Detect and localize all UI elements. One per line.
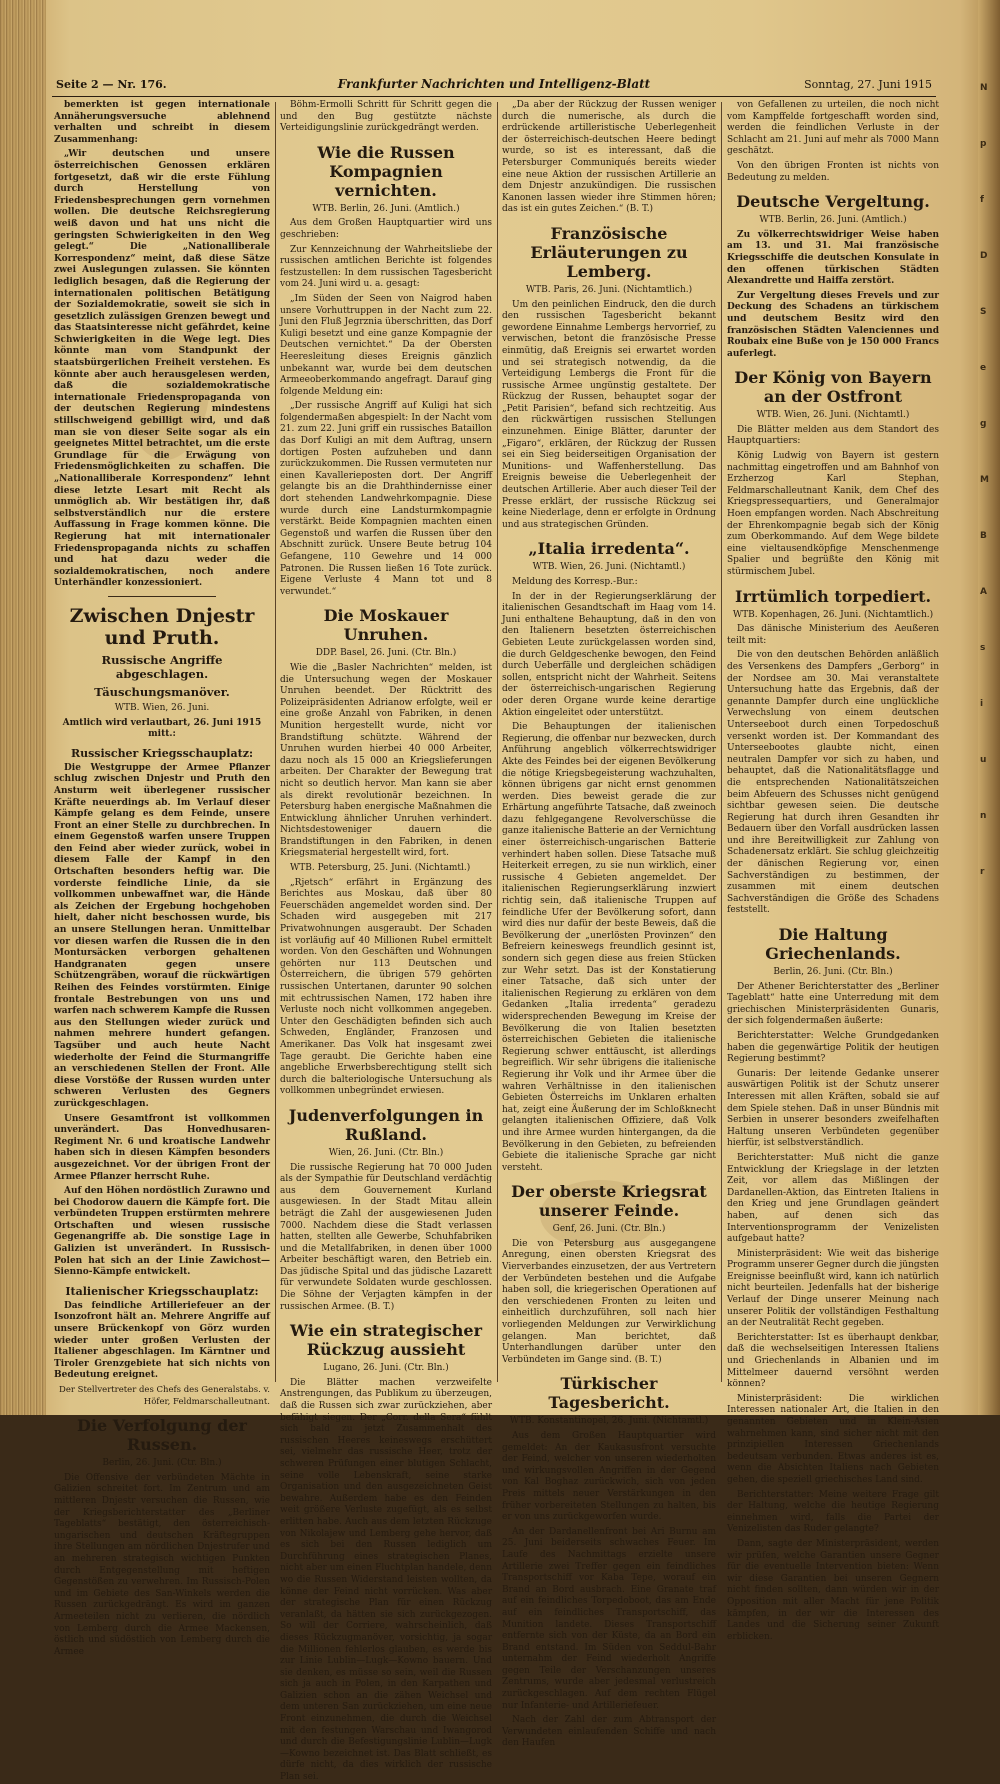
- article-body: [727, 425, 939, 579]
- paragraph: WTB. Petersburg, 25. Juni. (Nichtamtl.): [290, 863, 471, 874]
- dateline: WTB. Wien, 26. Juni. (Nichtamtl.): [756, 410, 910, 421]
- paragraph: Aus dem Großen Hauptquartier wird gemeldet: An der Kaukasusfront versuchte der Feind, welcher von unseren wiederholten und wirkungsvollen Angriffen in der Gegend von Kal Boghaz zurückwich, sich von jeden Preis mittels neuer Verstärkungen in den früher vorbereiteten Stellungen zu halten, bis er von uns zurückgeworfen wurde.: [502, 1431, 716, 1523]
- article-body: [502, 100, 716, 216]
- article-headline: Wie ein strategischer Rückzug aussieht: [290, 1321, 482, 1360]
- edge-letter: e: [980, 363, 987, 373]
- article-headline: „Italia irredenta“.: [528, 539, 690, 559]
- article-body: [727, 624, 939, 917]
- article-body: [280, 1378, 492, 1784]
- edge-letter: N: [980, 83, 988, 93]
- paragraph: König Ludwig von Bayern ist gestern nachmittag eingetroffen und am Bahnhof von Erzherzog Karl Stephan, Feldmarschalleutnant Kanik, dem Chef des Kriegspressequartiers, und Generalmajor Hoen empfangen worden. Nach Abschreitung der Ehrenkompagnie begab sich der König zum Oberkommando. Auf dem Wege bildete eine vieltausendköpfige Menschenmenge Spalier und begrüßte den König mit stürmischem Jubel.: [727, 451, 939, 577]
- paragraph: Zu völkerrechtswidriger Weise haben am 13. und 31. Mai französische Kriegsschiffe die deutschen Konsulate in den offenen türkischen Städten Alexandrette und Haiffa zerstört.: [727, 229, 939, 287]
- edge-letter: f: [980, 195, 984, 205]
- masthead-title: Frankfurter Nachrichten und Intelligenz-Blatt: [337, 77, 651, 91]
- edge-letter: S: [980, 307, 987, 317]
- article-headline: Türkischer Tagesbericht.: [548, 1374, 670, 1413]
- article-headline: Der oberste Kriegsrat unserer Feinde.: [511, 1182, 707, 1221]
- paragraph: Die Westgruppe der Armee Pflanzer schlug zwischen Dnjestr und Pruth den Ansturm weit überlegener russischer Kräfte neuerdings ab. Im Verlauf dieser Kämpfe gelang es dem Feinde, unsere Front an einer Stelle zu durchbrechen. In einem Gegenstoß warfen unsere Truppen den Feind aber wieder zurück, wobei in diesem Falle der Kampf in den Ortschaften besonders heftig war. Die vorderste feindliche Linie, da sie vollkommen unbewaffnet war, die Hände als Zeichen der Ergebung hochgehoben hielt, daher nicht beschossen wurde, bis an unsere Stellungen heran. Unmittelbar vor diesen warfen die Russen die in den Montursäcken verborgen gehaltenen Handgranaten gegen unsere Schützengräben, worauf die rückwärtigen Reihen des Feindes vorstürmten. Einige frontale Bestrebungen von uns und warfen nach schwerem Kampfe die Russen aus den Stellungen wieder zurück und nahmen mehrere hundert gefangen. Tagsüber und auch heute Nacht wiederholte der Feind die Sturmangriffe an verschiedenen Stellen der Front. Alle diese Vorstöße der Russen wurden unter schweren Verlusten des Gegners zurückgeschlagen.: [54, 762, 271, 1109]
- bound-volume-edge-left: [0, 0, 46, 1415]
- article-body: [54, 100, 270, 590]
- official-notice: Amtlich wird verlautbart, 26. Juni 1915 mitt.:: [62, 717, 262, 740]
- edge-letter: g: [980, 419, 987, 429]
- dateline: Berlin, 26. Juni. (Ctr. Bln.): [773, 967, 893, 978]
- article-headline: Die Verfolgung der Russen.: [77, 1416, 247, 1455]
- edge-letter: p: [980, 139, 987, 149]
- column-rule: [275, 102, 276, 1382]
- article-headline: Irrtümlich torpediert.: [734, 586, 932, 606]
- article-headline: Die Moskauer Unruhen.: [323, 606, 449, 645]
- article-body: [54, 1473, 270, 1659]
- article-headline: Der König von Bayern an der Ostfront: [734, 368, 932, 407]
- paragraph: Ministerpräsident: Die wirklichen Interessen nationaler Art, die Italien in den genannten Gebieten und in Klein-Asien wahrnehmen kann, sind sicher nicht mit den prinzipiellen Interessen Griechenlands bedeutsam verbunden. Etwas anderes ist es, wenn die Absichten Italiens nach Gebieten gehen, die speziell griechisches Land sind.: [727, 1393, 939, 1485]
- edge-letter: r: [980, 867, 985, 877]
- section-heading: Russischer Kriegsschauplatz:: [70, 746, 254, 760]
- column-1: [54, 100, 271, 1657]
- article-headline: Französische Erläuterungen zu Lemberg.: [530, 223, 688, 281]
- article-body: [54, 1301, 270, 1382]
- article-body: [502, 1431, 716, 1750]
- adjacent-page-edge-right: [978, 0, 1000, 1415]
- paragraph: Wie die „Basler Nachrichten“ melden, ist die Untersuchung wegen der Moskauer Unruhen beendet. Der Rücktritt des Polizeipräsidenten Adrianow erfolgte, weil er eine große Anzahl von Fabriken, in denen Munition hergestellt wurde, nicht vor Brandstiftung schützte. Während der Unruhen wurden hierbei 40 000 Arbeiter, dazu noch als 15 000 an Kriegslieferungen arbeiten. Der Charakter der Bewegung trat nicht so deutlich hervor. Man kann sie aber als direkt revolutionär bezeichnen. In Petersburg haben energische Maßnahmen die Entwicklung ähnlicher Unruhen verhindert. Nichtsdestoweniger dauern die Brandstiftungen in den Fabriken, in denen Kriegsmaterial hergestellt wird, fort.: [280, 662, 492, 859]
- edge-letter: i: [980, 699, 984, 709]
- paragraph: Die Offensive der verbündeten Mächte in Galizien schreitet fort. Im Zentrum und am mittleren Dnjestr versuchen die Russen, wie der Kriegsberichterstatter des „Berliner Tageblatts“ bestätigt, den österreichisch-ungarischen und deutschen Kräftegruppen ihre Stellungen am nördlichen Dnjestrufer und an mehreren strategisch wichtigen Punkten durch Entgegenstellung mit heftigen Gegenstößen zu verwehren. Im Russisch-Polen und im Gebiete des San-Winkels werden die Russen zurückgedrängt. Es wird im ganzen Armeeteilen nicht zu verlieren, die nördlich von Lemberg durch die Armee Mackensen, östlich und südöstlich von Lemberg durch die Armee: [54, 1472, 270, 1657]
- paragraph: Die russische Regierung hat 70 000 Juden als der Sympathie für Deutschland verdächtig aus dem Gouvernement Kurland ausgewiesen. In der Stadt Mitau allein beträgt die Zahl der ausgewiesenen Juden 7000. Nachdem diese die Stadt verlassen hatten, stellten alle Gewerbe, Schuhfabriken und die Metallfabriken, in denen über 1000 Arbeiter beschäftigt waren, den Betrieb ein. Das jüdische Spital und das jüdische Lazarett für verwundete Soldaten wurde geschlossen. Die Söhne der Verjagten kämpfen in der russischen Armee. (B. T.): [280, 1162, 492, 1312]
- paragraph: Ministerpräsident: Wie weit das bisherige Programm unserer Gegner durch die jüngsten Ereignisse beeinflußt wird, kann ich natürlich nicht beurteilen. Jedenfalls hat der bisherige Verlauf der Dinge unserer Meinung nach unserer Politik der vollständigen Festhaltung an der Neutralität Recht gegeben.: [727, 1248, 939, 1329]
- column-rule: [721, 102, 722, 1382]
- paragraph: Das feindliche Artilleriefeuer an der Isonzofront hält an. Mehrere Angriffe auf unsere Brückenkopf von Görz wurden wieder unter großen Verlusten der Italiener abgeschlagen. Im Kärntner und Tiroler Grenzgebiete hat sich nichts von Bedeutung ereignet.: [54, 1300, 270, 1381]
- dateline: WTB. Berlin, 26. Juni. (Amtlich.): [312, 203, 460, 214]
- article-body: [727, 230, 939, 361]
- dateline: Genf, 26. Juni. (Ctr. Bln.): [552, 1224, 666, 1235]
- paragraph: bemerkten ist gegen internationale Annäherungsversuche ablehnend verhalten und schreibt in diesem Zusammenhang:: [54, 100, 270, 145]
- article-headline: Zwischen Dnjestr und Pruth.: [69, 604, 255, 649]
- paragraph: Die Blätter machen verzweifelte Anstrengungen, das Publikum zu überzeugen, daß die Russen sich zwar zurückziehen, aber befähigt siegen. Der „Corr. della Sera“ fühlt sich bald zu jetzt Zusammenhalt des russischen Heeres keineswegs erschüttert sei, vielmehr das russische Heer, trotz der schweren Prüfungen einer blutigen Schlacht, seine volle Lebenskraft, seine starke Organisation und den ausgezeichneten Geist bewahre. Außerdem habe es den Feinden weit größere Verluste zugefügt, als es selbst erlitten habe. Auch aus dem letzten Rückzuge von Nikolajew und Lemberg gehe hervor, daß es sich bei den Russen lediglich um Durchführung eines strategischen Planes, nicht aber um einen Fluchtplan handele, denn wo die Russen Widerstand leisten wollten, da könne der Feind nicht vorrücken. Was aber der strategische Plan für einen Rückzug veranlaßt, da hätten sie sich zurückgezogen. So will der Corriere, wahrscheinlich, daß dieses Rückzugmanöver, vorsichtig, ja sogar die Millionen fehlerlos glauben, es werde bis zur Linie Lublin—Lugk—Kowno bauern. Und sie denken, es müsse so sein, weil die Russen sich ja auch in Polen, in den Karpathen und Galizien schon an die zähen Weichsel und dem unteren San zurückziehen, um eine neue Front einzunehmen, die durch die Weichsel mit den festungen Warschau und Iwangorod und durch die Befestigungslinie Lublin—Lugk—Kowno bezeichnet ist. Das Blatt schließt, es dürfe nicht, da dies wirklich der russische Plan sei.: [280, 1377, 492, 1783]
- paragraph: Der Athener Berichterstatter des „Berliner Tageblatt“ hatte eine Unterredung mit dem griechischen Ministerpräsidenten Gunaris, der sich folgendermaßen äußerte:: [727, 981, 939, 1027]
- article-body: [280, 218, 492, 598]
- dateline: WTB. Paris, 26. Juni. (Nichtamtlich.): [525, 284, 693, 295]
- article-body: [54, 763, 270, 1279]
- paragraph: Berichterstatter: Welche Grundgedanken haben die gegenwärtige Politik der heutigen Regierung bestimmt?: [727, 1031, 939, 1065]
- article-body: [280, 1163, 492, 1314]
- article-body: [280, 663, 492, 1098]
- paragraph: von Gefallenen zu urteilen, die noch nicht vom Kampffelde fortgeschafft worden sind, werden die feindlichen Verluste in der Schlacht am 21. Juni auf mehr als 7000 Mann geschätzt.: [727, 100, 939, 157]
- column-2: [280, 100, 493, 1783]
- edge-letter: D: [980, 251, 988, 261]
- paragraph: Berichterstatter: Ist es überhaupt denkbar, daß die wechselseitigen Interessen Italiens und Griechenlands in Albanien und im Mittelmeer dauernd versöhnt werden können?: [727, 1332, 939, 1390]
- paragraph: Unsere Gesamtfront ist vollkommen unverändert. Das Honvedhusaren-Regiment Nr. 6 und kroatische Landwehr haben sich in diesen Kämpfen besonders ausgezeichnet. Vor der übrigen Front der Armee Pflanzer herrscht Ruhe.: [54, 1113, 270, 1182]
- column-rule: [497, 102, 498, 1382]
- signature: Der Stellvertreter des Chefs des Generalstabs. v. Höfer, Feldmarschalleutnant.: [59, 1385, 270, 1407]
- paragraph: „Im Süden der Seen von Naigrod haben unsere Vorhuttruppen in der Nacht zum 22. Juni den Fluß Jegrznia überschritten, das Dorf Kuligi besetzt und eine ganze Kompagnie der Deutschen vernichtet.“ Da der Obersten Heeresleitung dieses Ereignis gänzlich unbekannt war, wurde bei dem deutschen Armeeoberkommando angefragt. Darauf ging folgende Meldung ein:: [280, 293, 492, 397]
- article-headline: Deutsche Vergeltung.: [736, 192, 930, 212]
- dateline: WTB. Wien, 26. Juni.: [114, 702, 210, 713]
- section-heading: Italienischer Kriegsschauplatz:: [65, 1284, 259, 1298]
- article-body: [727, 100, 939, 184]
- adjacent-page-letters: [980, 60, 998, 900]
- paragraph: Das dänische Ministerium des Aeußeren teilt mit:: [727, 624, 939, 646]
- article-headline: Wie die Russen Kompagnien vernichten.: [317, 142, 455, 200]
- paragraph: Meldung des Korresp.-Bur.:: [512, 577, 638, 587]
- paragraph: Böhm-Ermolli Schritt für Schritt gegen die und den Bug gestützte nächste Verteidigungslinie zurückgedrängt werden.: [280, 100, 492, 134]
- edge-letter: u: [980, 755, 987, 765]
- paragraph: Auf den Höhen nordöstlich Zurawno und bei Chodorow dauern die Kämpfe fort. Die verbündeten Truppen erstürmten mehrere Ortschaften und wiesen russische Gegenangriffe ab. Die sonstige Lage in Galizien ist unverändert. In Russisch-Polen hat sich an der Linie Zawichost—Sienno-Kämpfe entwickelt.: [54, 1186, 270, 1278]
- article-body: [727, 982, 939, 1644]
- paragraph: Um den peinlichen Eindruck, den die durch den russischen Tagesbericht bekannt gewordene Einnahme Lembergs hervorrief, zu verwischen, betont die französische Presse einmütig, daß Ereignis sei erwartet worden und sei strategisch notwendig, da die Verteidigung Lembergs die Front für die russische Armee ungünstig gestaltete. Der Rückzug der Russen, behauptet sogar der „Petit Parisien“, befand sich rechtzeitig. Aus den rückwärtigen russischen Stellungen einzunehmen. Einige Blätter, darunter der „Figaro“, erklären, der Rückzug der Russen sei ein Sieg beiderseitigen Organisation der Munitions- und Waffenherstellung. Das Ereignis beweise die Ueberlegenheit der deutschen Artillerie. Aber auch dieser Teil der Presse erklärt, der russische Rückzug sei keine Niederlage, denn er erfolgte in Ordnung und aus strategischen Gründen.: [502, 299, 716, 530]
- paragraph: Die von den deutschen Behörden anläßlich des Versenkens des Dampfers „Gerborg“ in der Nordsee am 30. Mai veranstaltete Untersuchung hatte das Ergebnis, daß der genannte Dampfer durch eine unglückliche Verwechslung von einem deutschen Unterseeboot durch einen Torpedoschuß versenkt worden ist. Der Kommandant des Unterseebootes glaubte nicht, einen neutralen Dampfer vor sich zu haben, und behauptet, daß die Nationalitätsflagge und die entsprechenden Nationalitätszeichen beim Abfeuern des Schusses nicht genügend sichtbar gewesen seien. Die deutsche Regierung hat durch ihren Gesandten ihr Bedauern über den Vorfall ausdrücken lassen und ihre Bereitwilligkeit zur Zahlung von Schadenersatz erklärt. Sie schlug gleichzeitig der dänischen Regierung vor, einen Sachverständigen zu bestimmen, der zusammen mit einem deutschen Sachverständigen die Größe des Schadens feststellt.: [727, 650, 939, 916]
- edge-letter: A: [980, 587, 987, 597]
- paragraph: „Wir deutschen und unsere österreichischen Genossen erklären fortgesetzt, daß wir die erste Fühlung durch Herstellung von Friedensbesprechungen gern vornehmen wollen. Die deutsche Reichsregierung weiß davon und hat uns nicht die geringsten Schwierigkeiten in den Weg gelegt.“ Die „Nationalliberale Korrespondenz“ meint, daß diese Sätze zwei Auslegungen zulassen. Sie könnten lediglich besagen, daß die Regierung der internationalen politischen Betätigung der Sozialdemokratie, soweit sie sich in gesetzlich zulässigen Grenzen bewegt und das Staatsinteresse nicht gefährdet, keine Schwierigkeiten in die Wege legt. Dies könnte man vom Standpunkt der staatsbürgerlichen Freiheit verstehen. Es könnte aber auch herausgelesen werden, daß die sozialdemokratische internationale Friedenspropaganda von der deutschen Regierung mindestens stillschweigend gebilligt wird, und daß man sie von dieser Seite sogar als ein geeignetes Mittel betrachtet, um die erste Grundlage für die Erwägung von Friedensmöglichkeiten zu schaffen. Die „Nationalliberale Korrespondenz“ lehnt diese letzte Lesart mit Recht als unmöglich ab. Wir bestätigen ihr, daß selbstverständlich nur die erstere Auffassung in Frage kommen könne. Die Regierung hat mit internationaler Friedenspropaganda nichts zu schaffen und hat dazu weder die sozialdemokratischen, noch andere Unterhändler konzessioniert.: [54, 149, 270, 589]
- article-body: [502, 1239, 716, 1367]
- article-subheadline: Täuschungsmanöver.: [94, 684, 230, 699]
- dateline: DDP. Basel, 26. Juni. (Ctr. Bln.): [315, 648, 457, 659]
- article-headline: Judenverfolgungen in Rußland.: [288, 1105, 484, 1144]
- paragraph: Nach der Zahl der zum Abtransport der Verwundeten einlaufenden Schiffe und nach den Haufen: [502, 1715, 716, 1749]
- column-3: [502, 100, 716, 1749]
- article-body: [502, 300, 716, 532]
- paragraph: Die Blätter melden aus dem Standort des Hauptquartiers:: [727, 424, 939, 447]
- dateline: WTB. Wien, 26. Juni. (Nichtamtl.): [532, 562, 686, 573]
- page-header: [52, 78, 936, 97]
- paragraph: „Da aber der Rückzug der Russen weniger durch die numerische, als durch die erdrückende artilleristische Ueberlegenheit der österreichisch-deutschen Heere bedingt wurde, so ist es interessant, daß die Petersburger Communiqués bereits wieder eine neue Aktion der russischen Artillerie an dem Dnjestr anzukündigen. Die russischen Kanonen lassen wieder ihre Stimmen hören; das ist ein gutes Zeichen.“ (B. T.): [502, 100, 716, 215]
- dateline: WTB. Konstantinopel, 26. Juni. (Nichtamtl.): [509, 1416, 709, 1427]
- paragraph: Die Behauptungen der italienischen Regierung, die offenbar nur bezwecken, durch Anführung angeblich völkerrechtswidriger Akte des Feindes bei der eigenen Bevölkerung die nötige Kriegsbegeisterung wachzuhalten, können übrigens gar nicht ernst genommen werden. Dies beweist gerade die zur Erhärtung angeführte Tatsache, daß zweinoch dazu fehlgegangene Revolverschüsse die ganze italienische Batterie an der Vernichtung einer österreichisch-ungarischen Batterie verhindert haben sollen. Diese Tatsache muß Heiterkeit erregen, zu sie nun wirklich, einer russische 4 Gebieten angemeldet. Der italienischen Regierungserklärung inzwiert richtig sein, daß italienische Truppen auf feindliche Ufer der Bevölkerung sofort, dann wird dies nur dafür der beste Beweis, daß die Bevölkerung der „unerlösten Provinzen“ den Befreiern keineswegs freundlich gesinnt ist, sondern sich gegen diese aus freien Stücken zur Wehr setzt. Das ist der Konstatierung einer Tatsache, daß sich unter der italienischen Regierung zu erklären von dem Gedanken „Italia irredenta“ geradezu widersprechenden Bewegung im Kreise der Bevölkerung die von Italien besetzten österreichischen Gebieten die italienische Regierung schwer enttäuscht, ist allerdings begreiflich. Wir sehr übrigens die italienische Regierung ihr Volk und ihr Armee über die wahren Verhältnisse in den italienischen Gebieten Österreichs im Unklaren erhalten hat, zeigt eine Äußerung der im Schloßknecht gelangten italienischen Offiziere, daß Volk und ihre Armee wurden hintergangen, da die Bevölkerung in den Gebieten, zu befreienden Gebiete die italienische Sprache gar nicht versteht.: [502, 722, 716, 1173]
- edge-letter: s: [980, 643, 986, 653]
- column-4: [727, 100, 939, 1642]
- page-number: Seite 2 — Nr. 176.: [56, 78, 167, 91]
- paragraph: Die von Petersburg aus ausgegangene Anregung, einen obersten Kriegsrat des Vierverbandes einzusetzen, der aus Vertretern der Verbündeten bestehen und die Aufgabe haben soll, die kriegerischen Operationen auf den verschiedenen Fronten zu leiten und einheitlich durchzuführen, soll nach hier vorliegenden Meldungen zur Verwirklichung gelangen. Man berichtet, daß Unterhandlungen darüber unter den Verbündeten im Gange sind. (B. T.): [502, 1238, 716, 1365]
- edge-letter: n: [980, 811, 987, 821]
- issue-date: Sonntag, 27. Juni 1915: [804, 78, 932, 91]
- paragraph: In der in der Regierungserklärung der italienischen Gesandtschaft im Haag vom 14. Juni enthaltene Behauptung, daß in den von den Italienern besetzten österreichischen Gebieten Leute zurückgelassen worden sind, die durch Geldgeschenke bewogen, den Feind durch Ueberfälle und dergleichen schädigen sollen, entspricht nicht der Wahrheit. Seitens der österreichisch-ungarischen Regierung oder deren Organe wurde keine derartige Aktion eingeleitet oder unterstützt.: [502, 591, 716, 718]
- paragraph: An der Dardanellenfront bei Ari Burnu am 25. Juni beiderseits schwaches Feuer. Im Laufe des Nachmittags erzielte unsere Artillerie zwei Treffer gegen ein feindliches Transportschiff vor Kaba Tepe, worauf ein Brand an Bord ausbrach. Eine Granate traf auf ein feindliches Torpedoboot, das am Ende auf ein feindliches Transportschiff, das Munition landete. Dieses Transportschiff entfernte sich von der Küste, da an Bord ein Brand entstand. Im Süden von Seddul-Bahr unternahm der Feind wiederholt Angriffe gegen Teile der Verschanzungen unseres Zentrums, wurde aber jedesmal verlustreich zurückgeschlagen. Auf dem rechten Flügel nur Infanterie- und Artilleriefeuer.: [502, 1526, 716, 1711]
- dateline: Wien, 26. Juni. (Ctr. Bln.): [328, 1147, 444, 1158]
- dateline: Lugano, 26. Juni. (Ctr. Bln.): [323, 1363, 449, 1374]
- edge-letter: B: [980, 531, 987, 541]
- article-body: [502, 577, 716, 1174]
- edge-letter: M: [980, 475, 989, 485]
- dateline: Berlin, 26. Juni. (Ctr. Bln.): [102, 1458, 222, 1469]
- paragraph: Aus dem Großen Hauptquartier wird uns geschrieben:: [280, 218, 492, 240]
- paragraph: „Rjetsch“ erfährt in Ergänzung des Berichtes aus Moskau, daß über 80 Feuerschäden angemeldet worden sind. Der Schaden wird ausgegeben mit 217 Privatwohnungen ausgeraubt. Der Schaden ist vorläufig auf 40 Millionen Rubel ermittelt worden. Von den Geschäften und Wohnungen gehörten nur 113 Deutschen und Österreichern, die übrigen 579 gehörten russischen Untertanen, darunter 90 solchen mit echtrussischen Namen, 172 haben ihre Verluste noch nicht vollkommen angegeben. Unter den Geschädigten befinden sich auch Schweden, Engländer, Franzosen und Amerikaner. Das Volk hat insgesamt zwei Tage geraubt. Die Gerichte haben eine angebliche Erwerbsberechtigung stellt sich durch die balteriologische Untersuchung als vollkommen unbegründet erwiesen.: [280, 877, 492, 1097]
- paragraph: Zur Kennzeichnung der Wahrheitsliebe der russischen amtlichen Berichte ist folgendes festzustellen: In dem russischen Tagesbericht vom 24. Juni wird u. a. gesagt:: [280, 244, 492, 290]
- paragraph: Gunaris: Der leitende Gedanke unserer auswärtigen Politik ist der Schutz unserer Interessen mit allen Kräften, sobald sie auf dem Spiele stehen. Daß in unser Bündnis mit Serbien in unserer besonders zweifelhaften Haltung unseren Verbündeten gegenüber hierfür, ist selbstverständlich.: [727, 1068, 939, 1149]
- article-headline: Die Haltung Griechenlands.: [765, 925, 901, 964]
- paragraph: Dann, sagte der Ministerpräsident, werden wir prüfen, welche Garantien unsere Gegner für die eventuelle Intervention bieten: Wenn wir diese Garantien bei unseren Gegnern nicht finden sollten, dann würden wir in der Opposition mit aller Macht für jene Politik kämpfen, in der wir die Interessen des Landes und die Sicherung seiner Zukunft erblicken.: [727, 1538, 939, 1642]
- paragraph: Berichterstatter: Meine weitere Frage gilt der Haltung, welche die heutige Regierung einnehmen wird, falls die Partei der Venizelisten das Ruder gelangte?: [727, 1489, 939, 1535]
- paragraph: „Der russische Angriff auf Kuligi hat sich folgendermaßen abgespielt: In der Nacht vom 21. zum 22. Juni griff ein russisches Bataillon das Dorf Kuligi an mit dem Auftrag, unsern dortigen Posten aufzuheben und dann zurückzukommen. Die Russen vermuteten nur einen Kavallerieposten dort. Der Angriff gelangte bis an die Drahthindernisse einer dort stehenden Landwehrkompagnie. Diese wurde durch eine Landsturmkompagnie verstärkt. Beide Kompagnien machten einen Gegenstoß und warfen die Russen über den Abschnitt zurück. Unsere Beute betrug 104 Gefangene, 110 Gewehre und 14 000 Patronen. Die Russen ließen 16 Tote zurück. Eigene Verluste 4 Mann tot und 8 verwundet.“: [280, 401, 493, 597]
- dateline: WTB. Kopenhagen, 26. Juni. (Nichtamtlich.): [732, 609, 934, 620]
- paragraph: Von den übrigen Fronten ist nichts von Bedeutung zu melden.: [727, 160, 939, 183]
- paragraph: Zur Vergeltung dieses Frevels und zur Deckung des Schadens an türkischem und deutschem Besitz wird den französischen Städten Valenciennes und Roubaix eine Buße von je 150 000 Francs auferlegt.: [727, 290, 939, 359]
- article-body: [280, 100, 492, 135]
- dateline: WTB. Berlin, 26. Juni. (Amtlich.): [759, 215, 907, 226]
- article-subheadline: Russische Angriffe abgeschlagen.: [101, 652, 223, 681]
- article-divider: [108, 596, 216, 597]
- paragraph: Berichterstatter: Muß nicht die ganze Entwicklung der Kriegslage in der letzten Zeit, vor allem das Mißlingen der Dardanellen-Aktion, das Eintreten Italiens in den Krieg und jene Grundlagen geändert haben, auf denen sich das Interventionsprogramm der Venizelisten aufgebaut hatte?: [727, 1152, 939, 1245]
